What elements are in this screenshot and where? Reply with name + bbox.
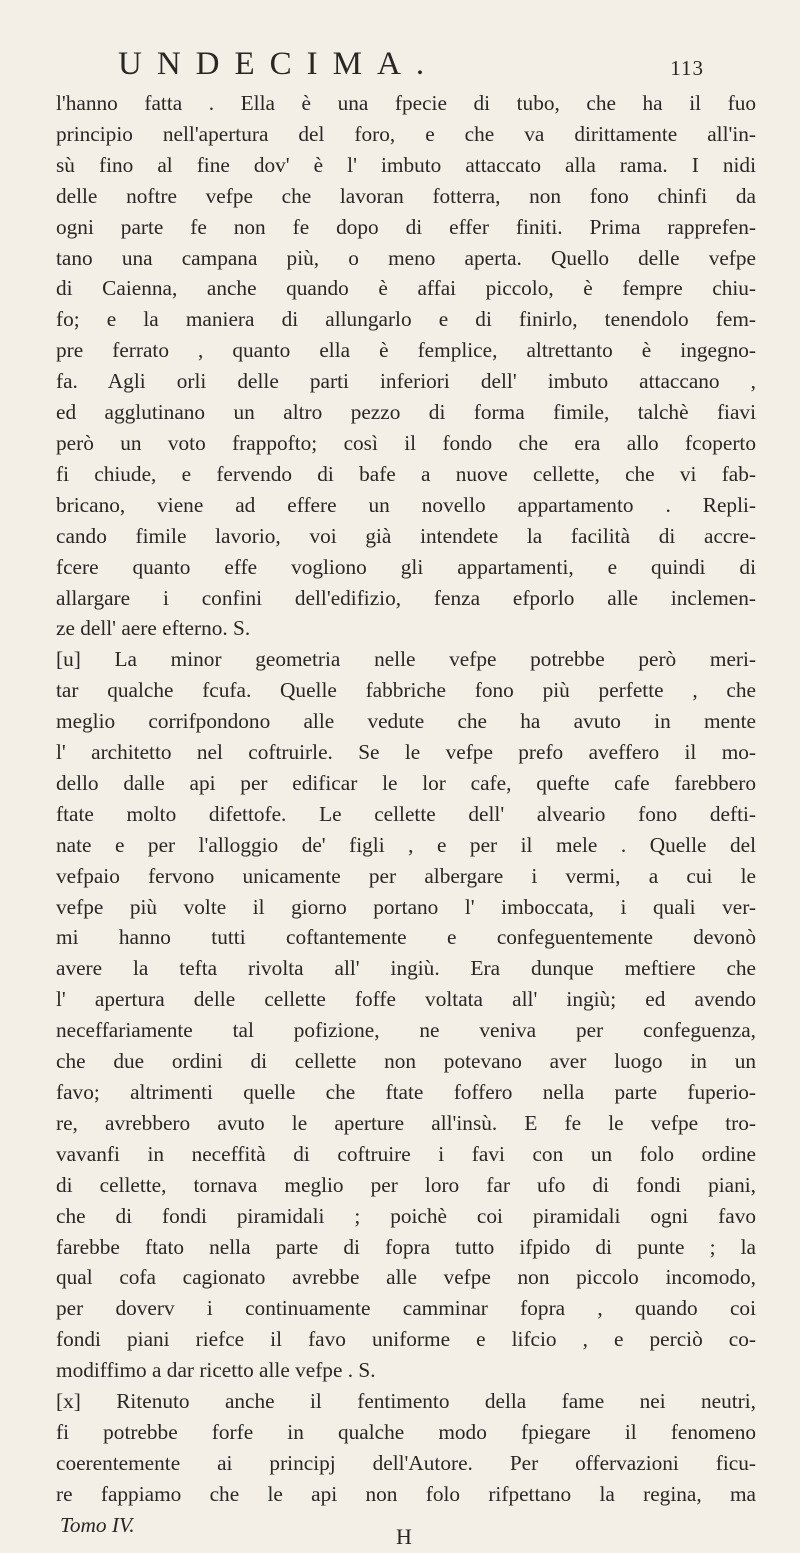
volume-signature: Tomo IV. (60, 1512, 135, 1537)
text-line: farebbe ftato nella parte di fopra tutto ifpido di punte ; la (56, 1234, 756, 1259)
text-line: fondi piani riefce il favo uniforme e lifcio , e perciò co- (56, 1327, 756, 1352)
text-line: dello dalle api per edificar le lor cafe, quefte cafe farebbero (56, 770, 756, 795)
text-line: fcere quanto effe vogliono gli appartamenti, e quindi di (56, 554, 756, 579)
text-line: ze dell' aere efterno. S. (56, 616, 251, 641)
text-line: ed agglutinano un altro pezzo di forma fimile, talchè fiavi (56, 400, 756, 425)
text-line: tar qualche fcufa. Quelle fabbriche fono più perfette , che (56, 678, 756, 703)
text-line: cando fimile lavorio, voi già intendete la facilità di accre- (56, 523, 756, 548)
text-line: che due ordini di cellette non potevano aver luogo in un (56, 1049, 756, 1074)
text-line: fo; e la maniera di allungarlo e di finirlo, tenendolo fem- (56, 307, 756, 332)
text-line: bricano, viene ad effere un novello appartamento . Repli- (56, 492, 756, 517)
text-line: neceffariamente tal pofizione, ne veniva per confeguenza, (56, 1018, 756, 1043)
text-line: l' apertura delle cellette foffe voltata all' ingiù; ed avendo (56, 987, 756, 1012)
text-line: vefpaio fervono unicamente per albergare i vermi, a cui le (56, 863, 756, 888)
chapter-title: UNDECIMA. (118, 46, 440, 82)
text-line: favo; altrimenti quelle che ftate foffero nella parte fuperio- (56, 1080, 756, 1104)
text-line: coerentemente ai principj dell'Autore. Per offervazioni ficu- (56, 1450, 756, 1475)
text-line: ogni parte fe non fe dopo di effer finiti. Prima rapprefen- (56, 214, 756, 239)
text-line: [x] Ritenuto anche il fentimento della fame nei neutri, (56, 1389, 756, 1414)
text-line: nate e per l'alloggio de' figli , e per il mele . Quelle del (56, 832, 756, 857)
text-line: di cellette, tornava meglio per loro far ufo di fondi piani, (56, 1172, 756, 1197)
text-line: sù fino al fine dov' è l' imbuto attaccato alla rama. I nidi (56, 152, 756, 177)
text-line: fi chiude, e fervendo di bafe a nuove cellette, che vi fab- (56, 461, 756, 486)
text-line: fi potrebbe forfe in qualche modo fpiegare il fenomeno (56, 1419, 756, 1444)
text-line: l'hanno fatta . Ella è una fpecie di tubo, che ha il fuo (56, 91, 756, 115)
text-line: per doverv i continuamente camminar fopra , quando coi (56, 1296, 756, 1321)
text-line: re fappiamo che le api non folo rifpettano la regina, ma (56, 1481, 756, 1506)
text-line: ftate molto difettofe. Le cellette dell' alveario fono defti- (56, 801, 756, 826)
text-line: tano una campana più, o meno aperta. Quello delle vefpe (56, 245, 756, 270)
text-line: che di fondi piramidali ; poichè coi piramidali ogni favo (56, 1203, 756, 1228)
running-head (56, 46, 756, 86)
text-line: vavanfi in neceffità di coftruire i favi con un folo ordine (56, 1141, 756, 1166)
text-line: re, avrebbero avuto le aperture all'insù. E fe le vefpe tro- (56, 1110, 756, 1135)
gathering-mark: H (396, 1523, 412, 1549)
text-line: [u] La minor geometria nelle vefpe potrebbe però meri- (56, 647, 756, 672)
text-line: di Caienna, anche quando è affai piccolo, è fempre chiu- (56, 276, 756, 301)
text-line: delle noftre vefpe che lavoran fotterra, non fono chinfi da (56, 183, 756, 208)
text-line: fa. Agli orli delle parti inferiori dell' imbuto attaccano , (56, 369, 756, 394)
text-line: meglio corrifpondono alle vedute che ha avuto in mente (56, 709, 756, 734)
text-line: avere la tefta rivolta all' ingiù. Era dunque meftiere che (56, 956, 756, 981)
text-line: principio nell'apertura del foro, e che va dirittamente all'in- (56, 121, 756, 146)
text-line: mi hanno tutti coftantemente e confeguentemente devonò (56, 925, 756, 950)
body-text (56, 88, 756, 1510)
text-line: vefpe più volte il giorno portano l' imboccata, i quali ver- (56, 894, 756, 919)
text-line: allargare i confini dell'edifizio, fenza efporlo alle inclemen- (56, 585, 756, 610)
text-line: però un voto frappofto; così il fondo che era allo fcoperto (56, 430, 756, 455)
text-line: l' architetto nel coftruirle. Se le vefpe prefo aveffero il mo- (56, 740, 756, 765)
text-line: qual cofa cagionato avrebbe alle vefpe non piccolo incomodo, (56, 1265, 756, 1290)
text-line: modiffimo a dar ricetto alle vefpe . S. (56, 1358, 376, 1383)
signature-line (56, 1510, 756, 1549)
page-number: 113 (670, 56, 704, 80)
text-line: pre ferrato , quanto ella è femplice, altrettanto è ingegno- (56, 338, 756, 363)
